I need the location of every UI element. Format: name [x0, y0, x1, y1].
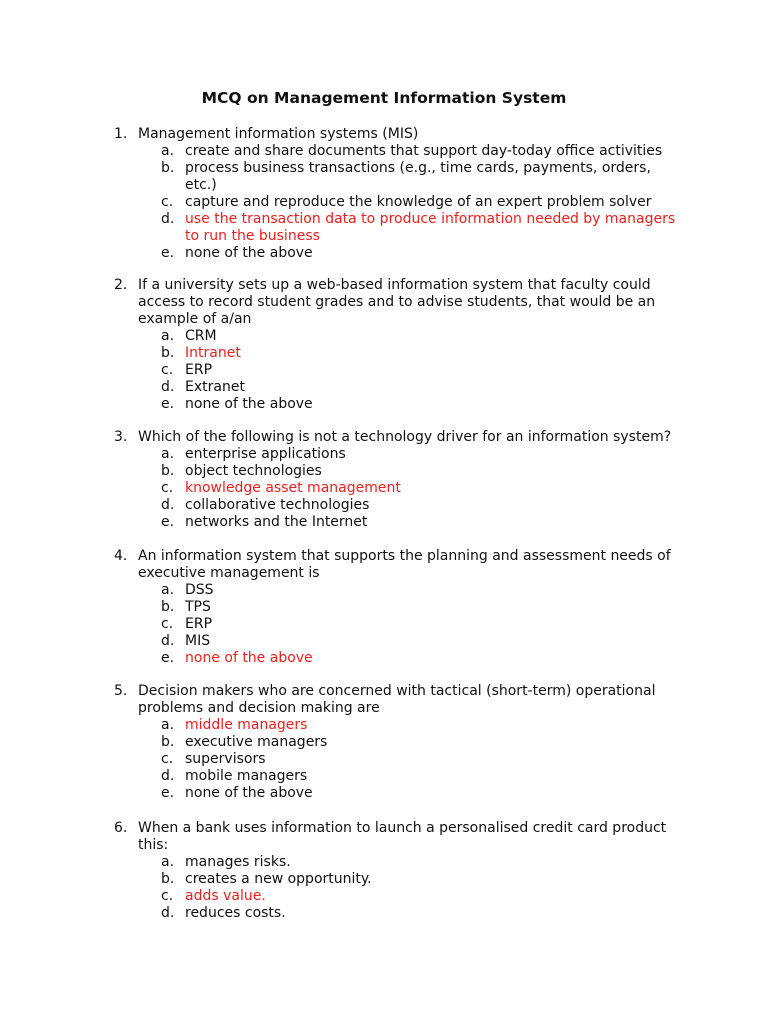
option-text: manages risks.	[185, 854, 291, 870]
option-text: ERP	[185, 616, 213, 632]
option-letter: d.	[161, 768, 175, 784]
answer-option	[161, 751, 685, 768]
option-letter: d.	[161, 379, 175, 395]
option-letter: a.	[161, 446, 175, 462]
option-letter: b.	[161, 160, 175, 176]
question-4	[114, 548, 674, 667]
question-text: An information system that supports the planning and assessment needs of executive management is	[138, 548, 671, 581]
option-text: none of the above	[185, 396, 313, 412]
option-letter: b.	[161, 463, 175, 479]
correct-answer-option	[161, 888, 685, 905]
option-letter: d.	[161, 211, 175, 227]
option-letter: a.	[161, 582, 175, 598]
question-number: 3.	[114, 429, 128, 445]
answer-option	[161, 514, 685, 531]
question-text: If a university sets up a web-based information system that faculty could access to record student grades and to advise students, that would be an example of a/an	[138, 277, 656, 327]
option-text: none of the above	[185, 785, 313, 801]
answer-option	[161, 160, 685, 194]
option-letter: d.	[161, 633, 175, 649]
option-text: none of the above	[185, 650, 313, 666]
answer-options	[114, 328, 674, 413]
answer-option	[161, 768, 685, 785]
answer-option	[161, 245, 685, 262]
question-number: 5.	[114, 683, 128, 699]
option-letter: d.	[161, 905, 175, 921]
option-text: Extranet	[185, 379, 245, 395]
option-text: enterprise applications	[185, 446, 346, 462]
answer-option	[161, 446, 685, 463]
option-letter: c.	[161, 888, 174, 904]
option-text: reduces costs.	[185, 905, 286, 921]
option-text: supervisors	[185, 751, 266, 767]
answer-option	[161, 854, 685, 871]
option-letter: a.	[161, 143, 175, 159]
option-text: CRM	[185, 328, 217, 344]
question-text: Decision makers who are concerned with tactical (short-term) operational problems and decision making are	[138, 683, 656, 716]
question-number: 2.	[114, 277, 128, 293]
answer-option	[161, 143, 685, 160]
option-letter: b.	[161, 345, 175, 361]
answer-options	[114, 717, 674, 802]
question-text: Management information systems (MIS)	[138, 126, 419, 142]
option-letter: d.	[161, 497, 175, 513]
answer-options	[114, 143, 674, 262]
option-letter: e.	[161, 245, 175, 261]
option-letter: c.	[161, 362, 174, 378]
option-text: object technologies	[185, 463, 322, 479]
question-text: When a bank uses information to launch a personalised credit card product this:	[138, 820, 667, 853]
answer-option	[161, 194, 685, 211]
option-letter: b.	[161, 871, 175, 887]
option-text: process business transactions (e.g., time cards, payments, orders, etc.)	[185, 160, 651, 193]
answer-option	[161, 396, 685, 413]
correct-answer-option	[161, 650, 685, 667]
option-text: executive managers	[185, 734, 328, 750]
option-text: MIS	[185, 633, 211, 649]
option-letter: c.	[161, 751, 174, 767]
answer-option	[161, 497, 685, 514]
answer-option	[161, 582, 685, 599]
option-text: middle managers	[185, 717, 308, 733]
answer-option	[161, 599, 685, 616]
question-text: Which of the following is not a technology driver for an information system?	[138, 429, 672, 445]
question-5	[114, 683, 674, 802]
answer-options	[114, 854, 674, 922]
question-6	[114, 820, 674, 922]
answer-option	[161, 734, 685, 751]
answer-option	[161, 463, 685, 480]
option-text: Intranet	[185, 345, 241, 361]
question-3	[114, 429, 674, 531]
option-letter: a.	[161, 328, 175, 344]
correct-answer-option	[161, 480, 685, 497]
answer-options	[114, 582, 674, 667]
option-letter: b.	[161, 599, 175, 615]
option-letter: e.	[161, 650, 175, 666]
correct-answer-option	[161, 211, 685, 245]
option-letter: a.	[161, 717, 175, 733]
option-letter: e.	[161, 514, 175, 530]
correct-answer-option	[161, 717, 685, 734]
answer-option	[161, 379, 685, 396]
answer-options	[114, 446, 674, 531]
question-number: 6.	[114, 820, 128, 836]
option-text: collaborative technologies	[185, 497, 370, 513]
question-2	[114, 277, 674, 413]
document-title: MCQ on Management Information System	[201, 89, 567, 107]
option-letter: e.	[161, 396, 175, 412]
option-letter: a.	[161, 854, 175, 870]
correct-answer-option	[161, 345, 685, 362]
option-text: knowledge asset management	[185, 480, 401, 496]
option-text: ERP	[185, 362, 213, 378]
answer-option	[161, 362, 685, 379]
question-number: 1.	[114, 126, 128, 142]
option-letter: e.	[161, 785, 175, 801]
option-letter: c.	[161, 480, 174, 496]
answer-option	[161, 633, 685, 650]
option-text: adds value.	[185, 888, 266, 904]
option-text: use the transaction data to produce information needed by managers to run the business	[185, 211, 676, 244]
option-text: TPS	[185, 599, 211, 615]
answer-option	[161, 616, 685, 633]
option-text: mobile managers	[185, 768, 308, 784]
question-1	[114, 126, 674, 262]
answer-option	[161, 871, 685, 888]
option-letter: c.	[161, 616, 174, 632]
option-text: capture and reproduce the knowledge of an expert problem solver	[185, 194, 652, 210]
option-text: create and share documents that support day-today office activities	[185, 143, 663, 159]
option-letter: c.	[161, 194, 174, 210]
option-text: none of the above	[185, 245, 313, 261]
answer-option	[161, 905, 685, 922]
option-text: creates a new opportunity.	[185, 871, 372, 887]
option-text: networks and the Internet	[185, 514, 368, 530]
answer-option	[161, 328, 685, 345]
option-text: DSS	[185, 582, 214, 598]
question-number: 4.	[114, 548, 128, 564]
answer-option	[161, 785, 685, 802]
option-letter: b.	[161, 734, 175, 750]
